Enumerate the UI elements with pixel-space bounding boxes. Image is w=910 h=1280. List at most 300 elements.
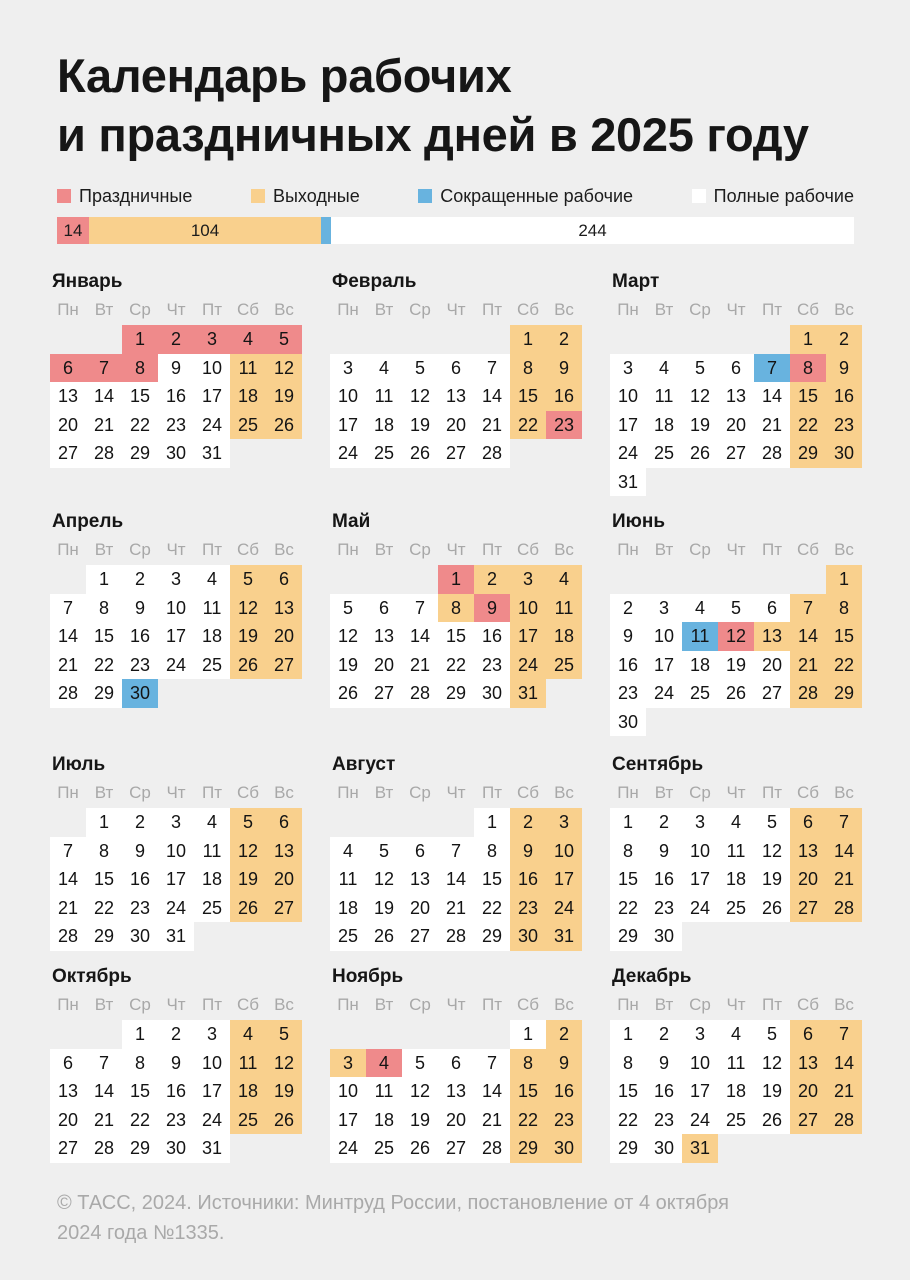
day-cell: 26 xyxy=(682,439,718,468)
day-cell-weekend: 7 xyxy=(826,808,862,837)
weekday-label: Пт xyxy=(481,783,502,802)
day-cell: 27 xyxy=(754,679,790,708)
empty-cell xyxy=(366,565,402,594)
day-cell: 17 xyxy=(158,622,194,651)
day-cell-weekend: 16 xyxy=(826,382,862,411)
day-cell-weekend: 29 xyxy=(510,1134,546,1163)
day-cell-weekend: 6 xyxy=(266,808,302,837)
day-cell: 17 xyxy=(194,382,230,411)
month-calendar xyxy=(330,509,582,708)
legend-holidays-label: Праздничные xyxy=(79,185,193,206)
weekday-label: Пн xyxy=(57,995,79,1014)
month-calendar xyxy=(50,269,302,468)
weekday-label: Чт xyxy=(166,540,186,559)
day-cell: 11 xyxy=(718,837,754,866)
weekday-header xyxy=(50,295,302,325)
weekday-label: Вс xyxy=(834,540,854,559)
day-cell-weekend: 1 xyxy=(790,325,826,354)
day-cell: 22 xyxy=(86,894,122,923)
day-cell: 21 xyxy=(86,1106,122,1135)
weekday-label: Ср xyxy=(409,300,431,319)
empty-cell xyxy=(402,565,438,594)
day-cell: 18 xyxy=(194,622,230,651)
weekday-label: Пн xyxy=(337,995,359,1014)
day-grid xyxy=(610,808,862,951)
weekday-label: Ср xyxy=(129,995,151,1014)
weekday-label: Ср xyxy=(129,540,151,559)
day-cell: 16 xyxy=(122,622,158,651)
weekday-label: Вс xyxy=(834,783,854,802)
day-cell-holiday: 5 xyxy=(266,325,302,354)
day-cell-weekend: 16 xyxy=(510,865,546,894)
weekday-label: Вс xyxy=(274,300,294,319)
weekday-label: Чт xyxy=(726,540,746,559)
day-cell: 22 xyxy=(610,1106,646,1135)
weekday-label: Вс xyxy=(554,300,574,319)
day-cell: 31 xyxy=(158,922,194,951)
day-cell: 2 xyxy=(610,594,646,623)
day-cell: 8 xyxy=(122,1049,158,1078)
day-cell-weekend: 9 xyxy=(510,837,546,866)
day-cell: 27 xyxy=(366,679,402,708)
day-cell-weekend: 13 xyxy=(266,594,302,623)
day-cell: 15 xyxy=(438,622,474,651)
day-cell-holiday: 8 xyxy=(790,354,826,383)
weekday-label: Вт xyxy=(654,540,674,559)
day-cell: 21 xyxy=(754,411,790,440)
month-calendar xyxy=(330,964,582,1163)
day-cell-holiday: 2 xyxy=(158,325,194,354)
day-cell: 5 xyxy=(366,837,402,866)
day-cell-weekend: 12 xyxy=(266,354,302,383)
empty-cell xyxy=(86,1020,122,1049)
day-cell-weekend: 2 xyxy=(510,808,546,837)
day-cell: 2 xyxy=(122,565,158,594)
day-cell-holiday: 12 xyxy=(718,622,754,651)
full-swatch xyxy=(692,189,706,203)
day-cell-weekend: 7 xyxy=(790,594,826,623)
day-cell-weekend: 19 xyxy=(230,622,266,651)
empty-cell xyxy=(402,1020,438,1049)
day-cell-holiday: 1 xyxy=(122,325,158,354)
day-cell: 14 xyxy=(86,1077,122,1106)
day-grid xyxy=(330,325,582,468)
day-cell: 18 xyxy=(718,865,754,894)
day-cell: 20 xyxy=(402,894,438,923)
weekday-label: Пт xyxy=(201,540,222,559)
day-cell: 20 xyxy=(754,651,790,680)
day-cell: 17 xyxy=(682,1077,718,1106)
day-cell: 12 xyxy=(682,382,718,411)
day-cell: 11 xyxy=(366,1077,402,1106)
weekday-label: Чт xyxy=(446,540,466,559)
day-cell: 4 xyxy=(718,808,754,837)
day-cell-weekend: 18 xyxy=(230,1077,266,1106)
empty-cell xyxy=(366,325,402,354)
day-cell: 3 xyxy=(158,808,194,837)
day-cell-weekend: 11 xyxy=(546,594,582,623)
day-cell: 13 xyxy=(438,382,474,411)
day-cell: 4 xyxy=(682,594,718,623)
day-cell: 23 xyxy=(610,679,646,708)
day-cell-weekend: 22 xyxy=(826,651,862,680)
day-cell-weekend: 30 xyxy=(826,439,862,468)
weekday-label: Ср xyxy=(689,783,711,802)
day-cell-weekend: 29 xyxy=(826,679,862,708)
day-cell: 29 xyxy=(438,679,474,708)
day-cell: 9 xyxy=(158,354,194,383)
weekday-label: Пн xyxy=(617,540,639,559)
weekday-label: Чт xyxy=(726,783,746,802)
day-cell: 13 xyxy=(50,382,86,411)
day-cell: 15 xyxy=(86,622,122,651)
empty-cell xyxy=(718,565,754,594)
empty-cell xyxy=(682,325,718,354)
day-cell: 19 xyxy=(754,865,790,894)
day-cell: 7 xyxy=(438,837,474,866)
legend-full-label: Полные рабочие xyxy=(713,185,854,206)
legend-item-shortened xyxy=(418,186,633,207)
month-name: Октябрь xyxy=(52,966,132,987)
day-cell-weekend: 19 xyxy=(266,382,302,411)
legend-item-weekends xyxy=(251,186,360,207)
day-cell-weekend: 27 xyxy=(266,894,302,923)
empty-cell xyxy=(366,1020,402,1049)
weekday-label: Пн xyxy=(617,300,639,319)
day-cell: 13 xyxy=(438,1077,474,1106)
day-cell-weekend: 23 xyxy=(826,411,862,440)
day-cell-weekend: 19 xyxy=(266,1077,302,1106)
day-cell: 24 xyxy=(194,1106,230,1135)
weekday-label: Вт xyxy=(374,540,394,559)
weekday-header xyxy=(330,990,582,1020)
day-cell: 4 xyxy=(646,354,682,383)
weekday-label: Пт xyxy=(481,995,502,1014)
day-cell-weekend: 31 xyxy=(546,922,582,951)
day-cell-weekend: 27 xyxy=(790,894,826,923)
day-cell-weekend: 6 xyxy=(790,808,826,837)
day-cell-weekend: 8 xyxy=(438,594,474,623)
day-cell: 29 xyxy=(86,922,122,951)
day-cell: 19 xyxy=(754,1077,790,1106)
weekday-label: Сб xyxy=(236,540,259,559)
weekday-label: Вт xyxy=(94,995,114,1014)
month-calendar xyxy=(330,269,582,468)
legend xyxy=(57,184,854,208)
empty-cell xyxy=(330,565,366,594)
legend-weekends-label: Выходные xyxy=(272,185,360,206)
day-cell: 23 xyxy=(158,411,194,440)
day-cell-weekend: 15 xyxy=(510,1077,546,1106)
weekday-label: Вт xyxy=(374,783,394,802)
day-cell: 29 xyxy=(122,1134,158,1163)
empty-cell xyxy=(718,325,754,354)
day-cell: 2 xyxy=(122,808,158,837)
weekday-label: Сб xyxy=(516,540,539,559)
day-cell: 8 xyxy=(610,837,646,866)
day-cell: 17 xyxy=(610,411,646,440)
month-calendar xyxy=(610,509,862,736)
day-cell: 5 xyxy=(402,1049,438,1078)
day-cell: 24 xyxy=(330,1134,366,1163)
month-name: Май xyxy=(332,511,371,532)
day-cell: 10 xyxy=(158,837,194,866)
day-cell-weekend: 21 xyxy=(826,865,862,894)
day-cell-weekend: 22 xyxy=(510,1106,546,1135)
day-cell: 18 xyxy=(366,1106,402,1135)
day-cell: 9 xyxy=(646,837,682,866)
empty-cell xyxy=(438,808,474,837)
weekday-label: Пт xyxy=(481,300,502,319)
day-cell: 30 xyxy=(158,1134,194,1163)
day-cell: 22 xyxy=(610,894,646,923)
weekday-label: Вт xyxy=(94,300,114,319)
day-cell-weekend: 13 xyxy=(266,837,302,866)
month-name: Апрель xyxy=(52,511,124,532)
day-cell: 16 xyxy=(158,382,194,411)
day-cell-weekend: 27 xyxy=(266,651,302,680)
day-cell-holiday: 9 xyxy=(474,594,510,623)
day-cell: 18 xyxy=(646,411,682,440)
day-cell: 14 xyxy=(50,865,86,894)
day-cell: 27 xyxy=(50,1134,86,1163)
day-cell-weekend: 1 xyxy=(510,325,546,354)
month-name: Декабрь xyxy=(612,966,692,987)
month-name: Июль xyxy=(52,754,106,775)
day-cell: 14 xyxy=(438,865,474,894)
day-cell: 20 xyxy=(718,411,754,440)
day-grid xyxy=(50,808,302,951)
day-cell: 12 xyxy=(754,837,790,866)
weekday-label: Вс xyxy=(274,995,294,1014)
weekday-label: Чт xyxy=(446,300,466,319)
day-cell: 5 xyxy=(754,1020,790,1049)
day-cell: 11 xyxy=(330,865,366,894)
day-cell: 1 xyxy=(610,1020,646,1049)
day-cell-weekend: 24 xyxy=(510,651,546,680)
weekday-header xyxy=(330,295,582,325)
weekday-label: Вт xyxy=(94,783,114,802)
weekday-label: Пт xyxy=(201,300,222,319)
weekday-label: Ср xyxy=(689,540,711,559)
day-cell: 23 xyxy=(122,651,158,680)
day-cell: 3 xyxy=(610,354,646,383)
day-cell: 30 xyxy=(122,922,158,951)
weekday-header xyxy=(330,778,582,808)
day-cell: 24 xyxy=(158,651,194,680)
weekday-label: Сб xyxy=(236,995,259,1014)
weekday-header xyxy=(50,535,302,565)
day-cell: 19 xyxy=(402,1106,438,1135)
weekday-label: Сб xyxy=(796,783,819,802)
day-cell: 19 xyxy=(330,651,366,680)
day-cell: 20 xyxy=(438,1106,474,1135)
day-cell-weekend: 11 xyxy=(230,354,266,383)
day-cell: 25 xyxy=(194,894,230,923)
weekday-label: Вс xyxy=(274,540,294,559)
weekday-label: Сб xyxy=(516,300,539,319)
empty-cell xyxy=(86,325,122,354)
day-cell: 9 xyxy=(122,837,158,866)
day-cell: 5 xyxy=(402,354,438,383)
day-cell: 11 xyxy=(718,1049,754,1078)
day-cell-weekend: 5 xyxy=(230,565,266,594)
month-calendar xyxy=(610,269,862,496)
weekday-label: Пн xyxy=(57,300,79,319)
day-cell-holiday: 7 xyxy=(86,354,122,383)
day-cell: 16 xyxy=(158,1077,194,1106)
day-cell-weekend: 28 xyxy=(790,679,826,708)
month-calendar xyxy=(610,752,862,951)
day-cell-weekend: 4 xyxy=(230,1020,266,1049)
month-name: Ноябрь xyxy=(332,966,404,987)
day-cell: 17 xyxy=(682,865,718,894)
day-cell: 25 xyxy=(682,679,718,708)
weekday-label: Сб xyxy=(516,783,539,802)
month-name: Март xyxy=(612,271,660,292)
day-cell-weekend: 27 xyxy=(790,1106,826,1135)
legend-item-full xyxy=(692,186,854,207)
day-cell: 16 xyxy=(122,865,158,894)
day-cell: 7 xyxy=(50,837,86,866)
day-cell: 14 xyxy=(86,382,122,411)
day-cell: 31 xyxy=(194,439,230,468)
day-cell-weekend: 12 xyxy=(230,594,266,623)
empty-cell xyxy=(330,808,366,837)
day-cell-weekend: 4 xyxy=(546,565,582,594)
day-cell: 9 xyxy=(122,594,158,623)
day-cell-weekend: 2 xyxy=(546,325,582,354)
day-cell: 21 xyxy=(50,651,86,680)
day-cell: 9 xyxy=(646,1049,682,1078)
weekend-swatch xyxy=(251,189,265,203)
day-cell-weekend: 26 xyxy=(230,894,266,923)
weekday-label: Пт xyxy=(201,995,222,1014)
day-cell: 6 xyxy=(50,1049,86,1078)
day-cell: 13 xyxy=(718,382,754,411)
day-cell-weekend: 9 xyxy=(546,1049,582,1078)
day-cell-weekend: 6 xyxy=(790,1020,826,1049)
empty-cell xyxy=(438,325,474,354)
day-cell: 24 xyxy=(682,894,718,923)
footer-line-2: 2024 года №1335. xyxy=(57,1222,225,1244)
summary-bar xyxy=(57,217,854,244)
day-cell-weekend: 22 xyxy=(510,411,546,440)
day-cell: 26 xyxy=(754,894,790,923)
day-cell: 1 xyxy=(86,808,122,837)
day-cell: 23 xyxy=(646,894,682,923)
weekday-label: Чт xyxy=(726,995,746,1014)
footer-line-1: © ТАСС, 2024. Источники: Минтруд России, постановление от 4 октября xyxy=(57,1192,729,1214)
day-cell: 26 xyxy=(366,922,402,951)
weekday-label: Вс xyxy=(554,995,574,1014)
weekday-label: Пт xyxy=(481,540,502,559)
day-cell: 8 xyxy=(86,594,122,623)
day-cell: 15 xyxy=(610,1077,646,1106)
day-cell-weekend: 9 xyxy=(826,354,862,383)
day-cell-shortened: 11 xyxy=(682,622,718,651)
day-cell-weekend: 3 xyxy=(510,565,546,594)
day-grid xyxy=(610,565,862,736)
day-cell: 29 xyxy=(122,439,158,468)
day-cell: 21 xyxy=(50,894,86,923)
day-cell: 29 xyxy=(610,1134,646,1163)
day-cell-weekend: 31 xyxy=(682,1134,718,1163)
day-cell: 8 xyxy=(610,1049,646,1078)
day-cell: 8 xyxy=(86,837,122,866)
month-name: Сентябрь xyxy=(612,754,704,775)
shortened-swatch xyxy=(418,189,432,203)
day-cell: 8 xyxy=(474,837,510,866)
day-cell: 25 xyxy=(194,651,230,680)
day-cell: 30 xyxy=(158,439,194,468)
day-cell: 10 xyxy=(682,1049,718,1078)
day-cell: 15 xyxy=(122,382,158,411)
day-cell: 17 xyxy=(194,1077,230,1106)
day-cell: 3 xyxy=(194,1020,230,1049)
day-cell: 14 xyxy=(50,622,86,651)
day-cell-weekend: 29 xyxy=(790,439,826,468)
day-cell: 12 xyxy=(754,1049,790,1078)
day-cell: 15 xyxy=(610,865,646,894)
empty-cell xyxy=(610,565,646,594)
weekday-header xyxy=(50,990,302,1020)
day-grid xyxy=(330,1020,582,1163)
day-cell: 14 xyxy=(474,1077,510,1106)
empty-cell xyxy=(790,565,826,594)
day-cell: 13 xyxy=(366,622,402,651)
day-cell: 13 xyxy=(50,1077,86,1106)
weekday-label: Пт xyxy=(201,783,222,802)
day-cell: 22 xyxy=(86,651,122,680)
day-cell: 11 xyxy=(194,837,230,866)
day-cell-weekend: 15 xyxy=(826,622,862,651)
day-cell: 6 xyxy=(718,354,754,383)
day-cell: 16 xyxy=(474,622,510,651)
holiday-swatch xyxy=(57,189,71,203)
weekday-label: Пт xyxy=(761,300,782,319)
day-cell: 14 xyxy=(402,622,438,651)
day-cell-weekend: 16 xyxy=(546,382,582,411)
legend-item-holidays xyxy=(57,186,192,207)
day-cell-weekend: 13 xyxy=(790,837,826,866)
day-cell: 20 xyxy=(50,1106,86,1135)
day-cell: 12 xyxy=(366,865,402,894)
day-grid xyxy=(610,1020,862,1163)
weekday-label: Пн xyxy=(337,540,359,559)
day-cell: 17 xyxy=(646,651,682,680)
day-cell-weekend: 20 xyxy=(266,622,302,651)
weekday-label: Вт xyxy=(374,995,394,1014)
day-cell-weekend: 1 xyxy=(826,565,862,594)
day-cell-weekend: 15 xyxy=(510,382,546,411)
day-cell-weekend: 25 xyxy=(230,411,266,440)
day-cell: 21 xyxy=(86,411,122,440)
day-cell-weekend: 28 xyxy=(826,1106,862,1135)
day-cell: 11 xyxy=(366,382,402,411)
day-cell-holiday: 1 xyxy=(438,565,474,594)
day-cell-weekend: 8 xyxy=(510,1049,546,1078)
day-cell-weekend: 23 xyxy=(546,1106,582,1135)
bar-segment-holidays xyxy=(57,217,89,244)
bar-segment-shortened xyxy=(321,217,331,244)
weekday-label: Сб xyxy=(796,995,819,1014)
day-cell: 22 xyxy=(122,411,158,440)
day-cell-shortened: 7 xyxy=(754,354,790,383)
day-cell-weekend: 26 xyxy=(266,411,302,440)
weekday-label: Вс xyxy=(834,995,854,1014)
weekday-header xyxy=(610,295,862,325)
